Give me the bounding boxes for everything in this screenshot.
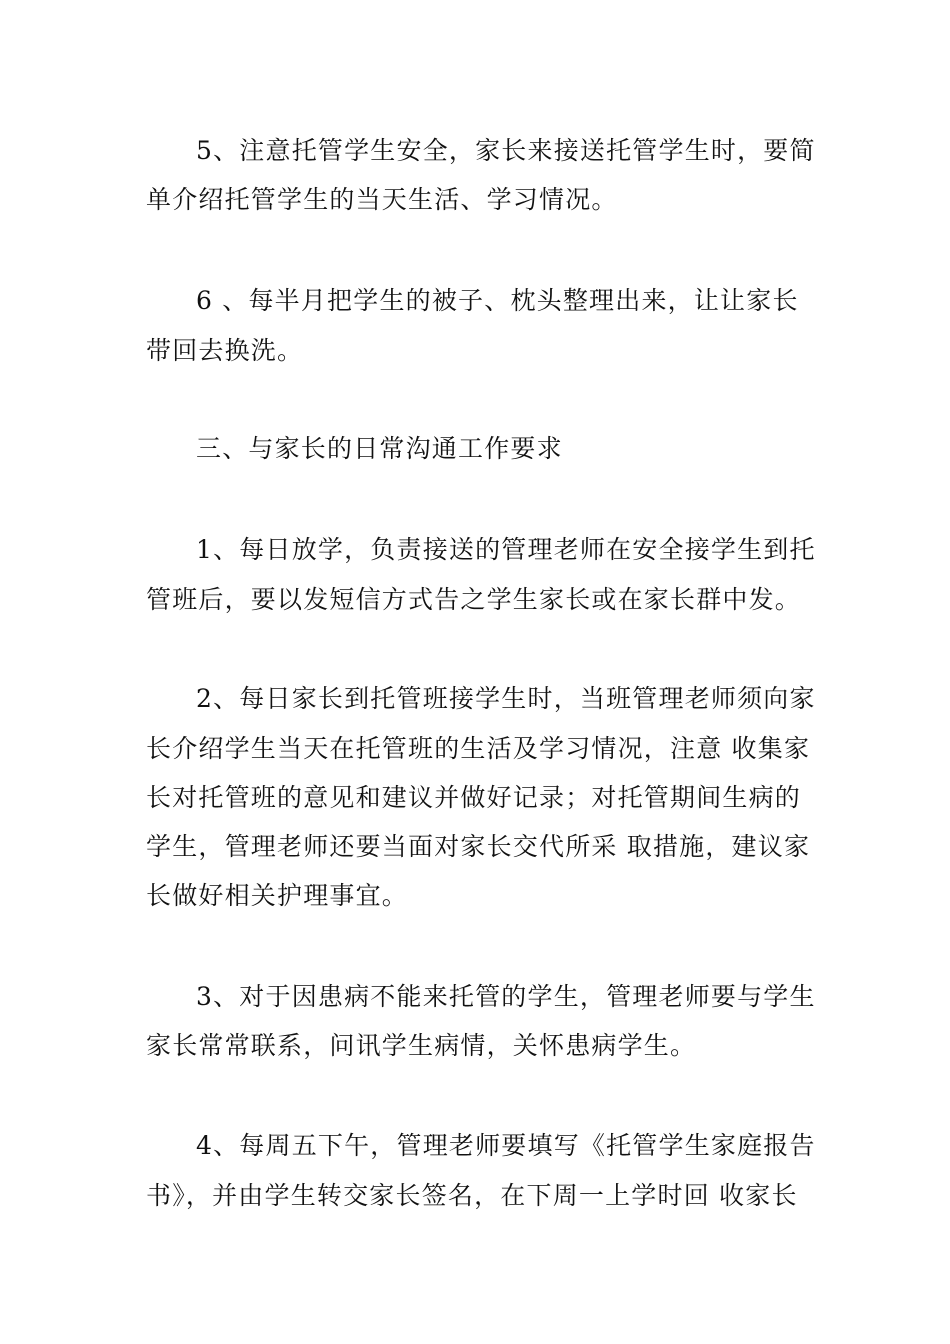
paragraph-line: 学生，管理老师还要当面对家长交代所采 取措施，建议家: [146, 832, 811, 861]
paragraph-line: 4、每周五下午，管理老师要填写《托管学生家庭报告: [196, 1131, 816, 1160]
paragraph-line: 管班后，要以发短信方式告之学生家长或在家长群中发。: [146, 585, 802, 614]
paragraph-line: 长介绍学生当天在托管班的生活及学习情况，注意 收集家: [146, 734, 811, 763]
paragraph-line: 家长常常联系，问讯学生病情，关怀患病学生。: [146, 1031, 697, 1060]
paragraph-line: 单介绍托管学生的当天生活、学习情况。: [146, 185, 618, 214]
paragraph-line: 6 、每半月把学生的被子、枕头整理出来，让让家长: [196, 286, 799, 315]
paragraph-line: 5、注意托管学生安全，家长来接送托管学生时，要简: [196, 136, 816, 165]
paragraph-line: 带回去换洗。: [146, 336, 304, 365]
paragraph-line: 1、每日放学，负责接送的管理老师在安全接学生到托: [196, 535, 816, 564]
section-heading: 三、与家长的日常沟通工作要求: [196, 434, 563, 463]
paragraph-line: 长对托管班的意见和建议并做好记录；对托管期间生病的: [146, 783, 802, 812]
paragraph-line: 2、每日家长到托管班接学生时，当班管理老师须向家: [196, 684, 816, 713]
paragraph-line: 长做好相关护理事宜。: [146, 881, 409, 910]
paragraph-line: 书》，并由学生转交家长签名，在下周一上学时回 收家长: [146, 1181, 798, 1210]
paragraph-line: 3、对于因患病不能来托管的学生，管理老师要与学生: [196, 982, 816, 1011]
